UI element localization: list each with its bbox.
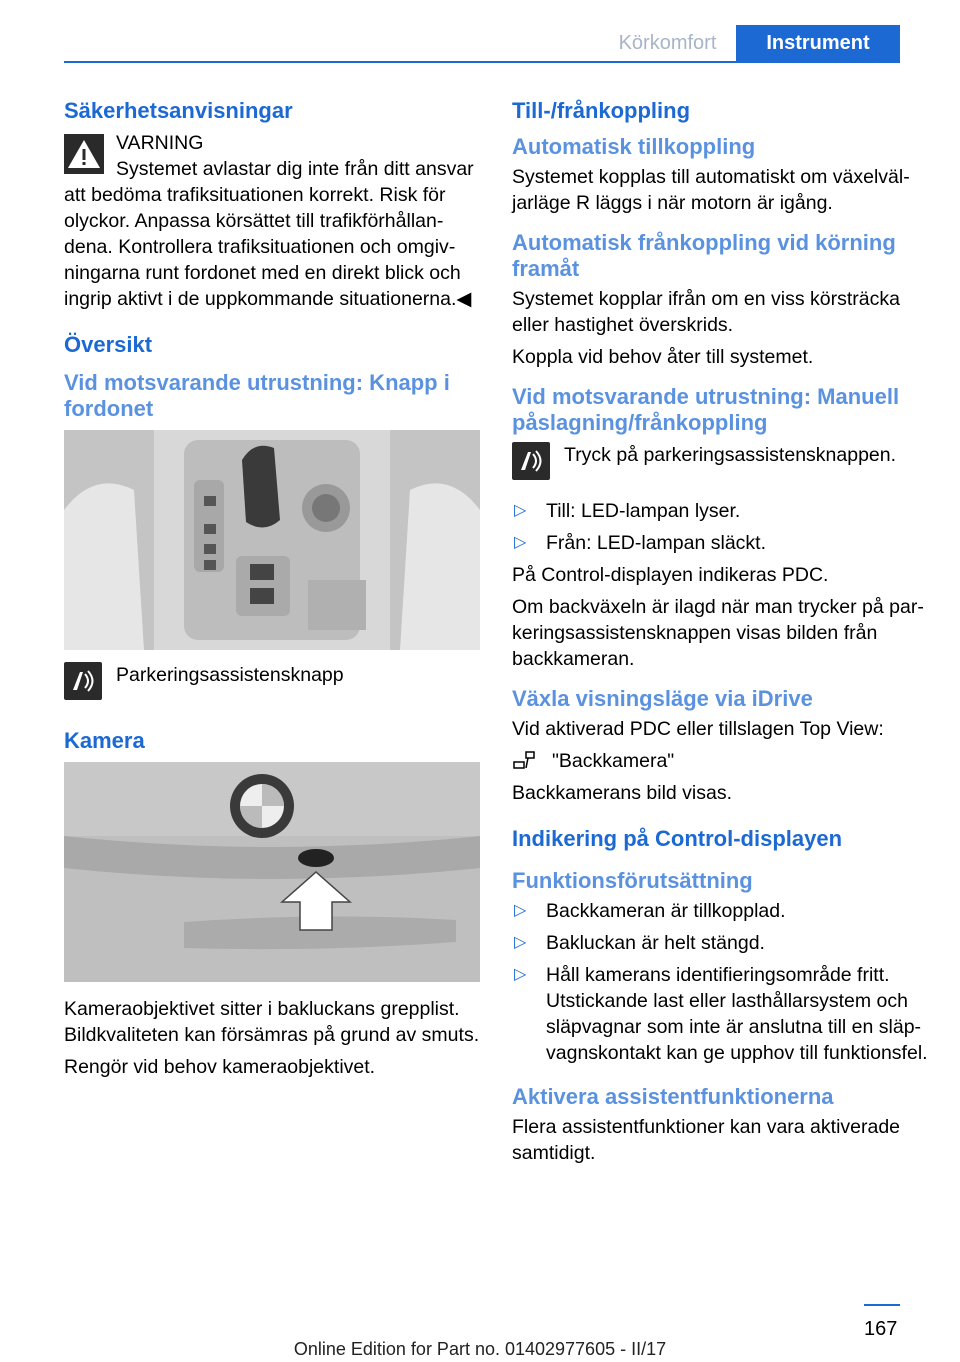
camera-paragraph-1: Kameraobjektivet sitter i bakluckans grepplist. Bildkvaliteten kan försämras på grund av smuts. <box>64 998 480 1046</box>
right-column <box>512 98 928 1172</box>
bullet-triangle-icon: ▷ <box>514 902 527 919</box>
heading-camera: Kamera <box>64 728 145 753</box>
auto-off-paragraph-2: Koppla vid behov åter till systemet. <box>512 346 814 368</box>
list-item: ▷ Håll kamerans identifieringsområde fritt. Utstickande last eller lasthållarsystem och släpvagnar som inte är anslutna till en släpvagnskontakt kan ge upphov till funktionsfel. <box>514 964 928 1064</box>
parking-assist-button-icon <box>64 662 102 700</box>
heading-auto-off: Automatisk frånkoppling vid körning framåt <box>512 230 896 281</box>
assist-paragraph: Flera assistentfunktioner kan vara aktiverade samtidigt. <box>512 1116 901 1164</box>
tab-korkomfort[interactable]: Körkomfort <box>618 31 717 54</box>
parking-assist-button-icon-2 <box>512 442 550 480</box>
manual-paragraph-1: På Control-displayen indikeras PDC. <box>512 564 829 586</box>
heading-auto-on: Automatisk tillkoppling <box>512 134 756 159</box>
header-tabs <box>0 25 960 61</box>
heading-idrive: Växla visningsläge via iDrive <box>512 686 813 711</box>
heading-on-off: Till-/frånkoppling <box>512 98 691 123</box>
parking-assist-button-caption: Parkeringsassistensknapp <box>116 664 344 686</box>
warning-icon <box>64 134 104 174</box>
heading-safety: Säkerhetsanvisningar <box>64 98 293 123</box>
heading-assist: Aktivera assistentfunktionerna <box>512 1084 834 1109</box>
heading-manual: Vid motsvarande utrustning: Manuell påslagning/frånkoppling <box>512 384 900 435</box>
idrive-paragraph-1: Vid aktiverad PDC eller tillslagen Top View: <box>512 718 884 740</box>
list-item: ▷ Bakluckan är helt stängd. <box>514 932 765 954</box>
bullet-triangle-icon: ▷ <box>514 502 527 519</box>
bullet-triangle-icon: ▷ <box>514 934 527 951</box>
idrive-paragraph-2: Backkamerans bild visas. <box>512 782 733 804</box>
list-item: ▷ Till: LED-lampan lyser. <box>514 500 741 522</box>
list-item: ▷ Backkameran är tillkopplad. <box>514 900 786 922</box>
heading-overview: Översikt <box>64 332 153 357</box>
heading-display: Indikering på Control-displayen <box>512 826 843 851</box>
page-number: 167 <box>864 1318 898 1340</box>
left-column <box>64 98 480 1086</box>
backup-camera-icon <box>512 748 538 774</box>
warning-text: Systemet avlastar dig inte från ditt ansvar att bedöma trafiksituationen korrekt. Risk för olyckor. Anpassa körsättet till trafikförhållandena. Kontrollera trafiksituationen och omgivningarna runt fordonet med en direkt blick och ingrip aktivt i de uppkommande situationerna.◀ <box>64 158 474 310</box>
console-photo <box>64 430 480 650</box>
manual-icon-text: Tryck på parkeringsassistensknappen. <box>564 444 897 466</box>
warning-block <box>64 130 480 312</box>
manual-icon-row <box>512 442 928 480</box>
bullet-triangle-icon: ▷ <box>514 534 527 551</box>
camera-photo <box>64 762 480 982</box>
idrive-icon-text: "Backkamera" <box>552 750 675 772</box>
gear-console-illustration <box>64 430 480 650</box>
tailgate-camera-illustration <box>64 762 480 982</box>
warning-title: VARNING <box>116 132 204 154</box>
manual-paragraph-2: Om backväxeln är ilagd när man trycker på parkeringsassistensknappen visas bilden från backkameran. <box>512 596 924 670</box>
edition-footer: Online Edition for Part no. 01402977605 - II/17 <box>293 1339 667 1359</box>
idrive-icon-row <box>512 748 928 780</box>
list-item: ▷ Från: LED-lampan släckt. <box>514 532 766 554</box>
bullet-triangle-icon: ▷ <box>514 966 527 983</box>
manual-bullets <box>512 498 928 556</box>
auto-off-paragraph-1: Systemet kopplar ifrån om en viss körsträcka eller hastighet överskrids. <box>512 288 900 336</box>
heading-requirements: Funktionsförutsättning <box>512 868 753 893</box>
heading-button-equipment: Vid motsvarande utrustning: Knapp i fordonet <box>64 370 450 421</box>
requirements-bullets <box>512 898 928 1066</box>
button-caption-row <box>64 662 480 700</box>
tab-instrument[interactable]: Instrument <box>736 25 900 61</box>
header-divider <box>64 61 900 63</box>
auto-on-paragraph: Systemet kopplas till automatiskt om växelväljarläge R läggs i när motorn är igång. <box>512 166 910 214</box>
footer-divider <box>864 1304 900 1306</box>
camera-paragraph-2: Rengör vid behov kameraobjektivet. <box>64 1056 376 1078</box>
